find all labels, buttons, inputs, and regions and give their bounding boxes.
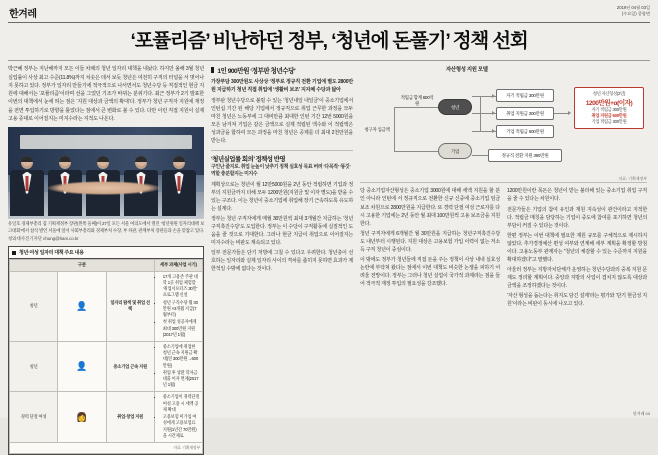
- list-item: • 17개 고용존 주관 대학 1곳 취업 체험할 ‘취업서포터즈 30만’ 프로그램 신설: [163, 274, 200, 299]
- person-hair: [97, 156, 109, 162]
- column-middle: [211, 65, 353, 393]
- row-category: 청년: [10, 271, 58, 341]
- list-item: • 중소기업에 취업한 청년 근속 지원금 확대(연 300만원→600만원): [163, 344, 200, 369]
- row-tasks: [154, 341, 202, 392]
- total-label: 적립금 합계 600억원: [400, 95, 434, 107]
- person-hair: [135, 156, 147, 162]
- news-photo: [8, 127, 204, 219]
- person-hair: [59, 156, 71, 162]
- mid-sub-kicker: ‘청년실업률 회의’ 정책성 반영: [211, 150, 353, 163]
- arrow-head-icon: [492, 129, 495, 133]
- page-headline: ‘포퓰리즘’ 비난하던 정부, ‘청년에 돈풀기’ 정책 선회: [130, 30, 528, 52]
- lead-paragraph: 박근혜 정부는 지난해까지 모든 이들 차례의 청년 일자리 대책을 내놨다. 하지만 올해 3월 청년실업률이 사상 최고 수준(11.8%)까지 치솟은 데서 보듯 청년은 여전히 구직의 터널을 서 벗어나지 못하고 있다. 정부가 일자리 만들기에 적극적으로 나서면서도 청년수당 등 직접적인 현금 지원에 대해서는 ‘포퓰리즘’이라며 선을 그었던 기조가 바뀌는 분위기다. 최근 정부가 2기 발표한 이번의 대책에서 눈에 띄는 점은 ‘지원 대상과 금액의 확대’다. 정부가 청년 구직자 지원에 재정을 전면 투입하기로 방향을 틀었다는 점에서 큰 변화로 볼 수 있다. 다만 이런 직접 지원이 실제 고용 증대로 이어질지는 미지수라는 지적도 나온다.: [8, 66, 204, 122]
- mid-sub-deck: 구인난 줄지로. 취업 눈높이 낮추기 정책 실효성 목표 버려 ‘다목적’ ‘똥깃’ 역할 충분할지는 미지수: [211, 164, 351, 178]
- right-paragraph: ‘자산 형성을 돕는다는 취지도 담긴 설계’라는 평가와 ‘단기 현금성 지원’이라는 비판이 동시에 나오고 있다.: [507, 293, 647, 308]
- list-item: • 첫 취업 성공자에게 최대 300만원 지원(2017년 1월): [163, 319, 200, 338]
- column-left: [8, 65, 204, 451]
- person-icon: 👤: [58, 341, 106, 392]
- right-paragraph: 전문가들은 기업의 참여 유인과 재원 지속성이 관건이라고 지적한다. 적립금 매칭을 담당하는 기업이 중도에 참여를 포기하면 청년의 부담이 커질 수 있다는 것이다.: [507, 206, 647, 229]
- person-head: [97, 156, 109, 169]
- result-amount: 1200만원+α(이자): [585, 100, 633, 108]
- woman-icon: 👩: [58, 392, 106, 443]
- photo-caption: 유일호 경제부총리 겸 기획재정부 장관(왼쪽 둘째)이 27일 모든 서울 여의도에서 열린 ‘청년위원 일자리대책 보고대회’에서 참석 발언 서울에 앞서 사회부총리와 경제부처 수장, 부 차관, 관계부처 장관들과 손을 맞잡고 있다.: [8, 221, 204, 233]
- connector-line: [472, 155, 488, 156]
- result-row: 기업 적립금 300만원: [591, 119, 627, 125]
- kicker-bar-icon: [211, 67, 214, 73]
- table-row: [10, 271, 203, 341]
- result-row: 취업 지원금 600만원: [591, 113, 627, 119]
- lead-article-body: [8, 65, 204, 123]
- person-icon: 👤: [58, 271, 106, 341]
- row-subject: 취업·창업 지원: [106, 392, 154, 443]
- table-source-row: [10, 443, 203, 454]
- policy-table: [9, 259, 203, 453]
- self-deposit-node: 자기 적립금 300만원: [496, 89, 554, 102]
- person-hair: [173, 156, 185, 162]
- list-item: • 청년 구직수당 월 30만원 ×3개월 지급(7월부터): [163, 300, 200, 319]
- connector-line: [394, 107, 438, 108]
- row-tasks: [154, 271, 202, 341]
- bullet-square-icon: [12, 251, 16, 255]
- mid-kicker-text: 1인 900만원 ‘정부판 청년수당’: [217, 68, 296, 76]
- connector-line: [394, 151, 438, 152]
- list-item: • 취업 후 상환 학자금 대출 이자 면제(2017년 1월): [163, 370, 200, 389]
- diagram-title: 자산형성 지원 모델: [446, 67, 488, 74]
- table-row: [10, 341, 203, 392]
- row-tasks: [154, 392, 202, 443]
- right-body-col-2: [507, 187, 647, 310]
- connector-line: [480, 96, 481, 131]
- result-row: 자기 적립금 300만원: [591, 107, 627, 113]
- company-deposit-node: 기업 적립금 600만원: [496, 125, 554, 138]
- person-body: [10, 170, 44, 216]
- arrow-head-icon: [568, 111, 571, 115]
- employ-support-node: 취업 지원금 300만원: [496, 107, 554, 120]
- person-hair: [21, 156, 33, 162]
- person-head: [173, 156, 185, 169]
- result-title: 청년 자산형성(2년): [592, 91, 626, 97]
- photo-byline: 청와대사진기자단 chung@hani.co.kr: [8, 236, 79, 242]
- right-paragraph: 아울러 정부는 지방자치단체가 운영하는 청년수당과의 중복 지원 문제도 정리할 계획이다. 중앙과 지방의 사업이 겹치지 않도록 대상과 금액을 조정하겠다는 것이다.: [507, 266, 647, 290]
- mid-paragraph: 계획상으로는 청년이 월 12만5000원을 2년 동안 적립하면 기업과 정부의 지원금까지 더해 모두 1200만원(지원금 및 이자 별도)을 받을 수 있는 구조다. 이는 청년이 중소기업에 취업해 장기 근속하도록 유도하는 설계다.: [211, 181, 353, 212]
- list-item: • 고용보험 미가입 여성에게 고용보험료 지원(1년간 70만원)을 시간제로: [163, 414, 200, 439]
- connector-line: [394, 107, 395, 151]
- policy-table-title-text: 청년·여성 일자리 대책 주요 내용: [19, 250, 84, 257]
- mid-deck: 가장부담 300만원도 사상상 ‘정부로 정규직 전환 기업에 별도 2800만원 지급하기 청년 직접 취업에 ‘생활비 보조’ 지자체 수당과 닮아: [211, 79, 353, 94]
- masthead: [8, 4, 650, 23]
- policy-table-title: [9, 247, 203, 259]
- newspaper-logo: 한겨레: [9, 9, 37, 20]
- right-paragraph: 1200만원이란 목돈은 청년이 받는 불리해 있는 중소기업 취업 구직을 줄 수 있다는 차원이다.: [507, 188, 647, 203]
- result-box: [574, 87, 644, 129]
- issue-section: (수요일) 종합면: [621, 10, 650, 16]
- applicant-node: 청년: [438, 99, 472, 115]
- conversion-support-node: 정규직 전환 지원 390만원: [488, 149, 562, 162]
- mid-paragraph: 정부판 청년수당으로 불릴 수 있는 ‘청년내일 내일금’이 중소기업에서 인턴십 기간 된 해당 기업에서 정규직으로 취업 근무한 과정을 모두 마친 청년은 노동부에 그 대비만큼 최대한 인턴 기간 12번 5000원을 모은 남겨져 기업은 같은 금액으로 실제 적립된 액수와 이 적립액은 성과금을 합하여 모든 과정을 마친 청년은 공제를 더 최대 2천만원을 받는다.: [211, 97, 353, 144]
- table-header-row: [10, 260, 203, 271]
- photo-figure: [8, 127, 204, 242]
- table-row: [10, 392, 203, 443]
- masthead-meta: [617, 4, 650, 16]
- arrow-head-icon: [492, 111, 495, 115]
- page-footer: 한겨레 03: [632, 411, 650, 416]
- right-paragraph: 당 중소기업자산형성은 중소기업 3000원에 대해 세액 지원을 할 분인 아니라 인턴에 서 정규직으로 전환한 신규 신중에 중소기업 임금 보조 차원으로 2800만원을 지급한다. 또 경력 단절 여성 근로자를 다시 고용한 기업에는 2년 동안 월 최대 100만원씩 고용 보조금을 지원한다.: [360, 188, 500, 227]
- right-paragraph: 한편 정부는 이번 대책에 필요한 재원 규모를 구체적으로 제시하지 않았다. 추가경정예산 편성 여부와 연계해 세부 계획을 확정할 방침이다. 고용노동부 관계자는 “청년의 체감할 수 있는 수준까지 지원을 확대하겠다”고 말했다.: [507, 232, 647, 263]
- photo-person: [10, 156, 44, 216]
- row-subject: 중소기업 근속 지원: [106, 341, 154, 392]
- issue-date: 2019년 04월 03일: [616, 5, 650, 10]
- photo-banner: [20, 135, 192, 150]
- list-item: • 중소기업이 경력단절 여성 고용 시 세액 공제 확대: [163, 394, 200, 413]
- person-head: [135, 156, 147, 169]
- right-paragraph: 청년 구직자에게 6개월간 월 30만원을 지급하는 청년구직촉진수당도 내년부터 시행된다. 지원 대상은 고용보험 가입 이력이 없는 저소득 구직 청년이 중심이다.: [360, 230, 500, 253]
- table-col-header-0: 구분: [10, 260, 155, 271]
- person-body: [162, 170, 196, 216]
- table-source: 자료: 기획재정부: [10, 443, 203, 454]
- table-col-header-1: 세부 과제(사업 시기): [154, 260, 202, 271]
- person-head: [21, 156, 33, 169]
- asset-formation-diagram: [360, 65, 647, 183]
- column-right: [360, 65, 647, 393]
- row-category: 청년: [10, 341, 58, 392]
- mid-paragraph: 일부 전문가들은 단기 처방에 그칠 수 있다고 우려한다. 청년층이 선호하는 일자리와 실제 일자리 사이의 격차를 좁히지 못하면 효과가 제한적일 수밖에 없다는 것이다.: [211, 250, 353, 273]
- right-paragraph: 이 밖에도 정부가 청년들에 직접 돈을 주는 정책이 사상 내내 실효성 논란에 부닥쳐 왔다는 점에서 이번 대책도 비슷한 논쟁을 피하기 어려울 전망이다. 정부는 그러나 청년 실업이 국가적 과제라는 점을 들어 적극적 재정 투입의 필요성을 강조했다.: [360, 256, 500, 288]
- entry-label: 청구자 입금액: [364, 127, 390, 133]
- right-body-col-1: [360, 187, 500, 310]
- person-head: [59, 156, 71, 169]
- arrow-head-icon: [492, 94, 495, 98]
- policy-table-box: [8, 246, 204, 454]
- right-body-columns: [360, 187, 647, 310]
- company-node: 기업: [438, 143, 472, 159]
- photo-person: [162, 156, 196, 216]
- mid-article-body: [211, 78, 353, 145]
- mid-sub-body: [211, 181, 353, 274]
- row-subject: 일자리 탐색 및 취업 선택: [106, 271, 154, 341]
- mid-paragraph: 정부는 청년 구직자에게 매월 30만원씩 최대 3개월간 지급하는 ‘청년구직촉진수당’도 도입한다. 정부는 이 수당이 구직활동에 실질적인 도움을 줄 것으로 기대한다. 그러나 현금 지급이 취업으로 이어질지는 미지수라는 비판도 계속되고 있다.: [211, 215, 353, 247]
- diagram-source: 자료: 기획재정부: [618, 176, 647, 182]
- mid-kicker: [211, 65, 353, 75]
- row-category: 경력 단절 여성: [10, 392, 58, 443]
